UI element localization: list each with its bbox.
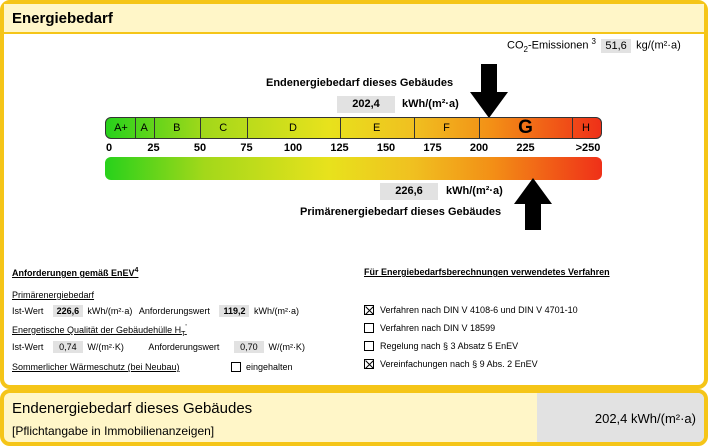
panel-title: Energiebedarf (12, 10, 113, 27)
energy-class-g: G (518, 117, 533, 138)
sommer-title: Sommerlicher Wärmeschutz (bei Neubau) (12, 362, 180, 372)
energy-class-b: B (173, 122, 181, 134)
class-separator (135, 118, 136, 138)
class-separator (479, 118, 480, 138)
co2-label-prefix: CO (507, 39, 524, 52)
energy-class-aplus: A+ (114, 122, 128, 134)
footer-panel (0, 389, 708, 446)
scale-tick: 125 (330, 142, 349, 154)
anforderungen-title-text: Anforderungen gemäß EnEV (12, 268, 135, 278)
huelle-anf-label: Anforderungswert (148, 342, 220, 352)
energy-class-d: D (289, 122, 297, 134)
co2-unit: kg/(m²·a) (636, 39, 681, 52)
co2-value: 51,6 (601, 39, 631, 53)
huelle-anf-unit: W/(m²·K) (268, 342, 305, 352)
primaer-section-title: Primärenergiebedarf (12, 290, 95, 300)
huelle-note: ' (185, 324, 187, 331)
class-separator (200, 118, 201, 138)
endenergie-unit: kWh/(m²·a) (402, 98, 459, 110)
class-separator (154, 118, 155, 138)
scale-tick: >250 (575, 142, 601, 154)
energy-class-scale (105, 117, 602, 139)
primaerenergie-arrow-icon (514, 178, 552, 230)
anforderungen-note: 4 (134, 267, 139, 274)
co2-label-suffix: -Emissionen (527, 39, 589, 52)
verfahren-label: Regelung nach § 3 Absatz 5 EnEV (380, 341, 519, 351)
class-separator (247, 118, 248, 138)
energy-class-h: H (581, 122, 590, 134)
huelle-ist-row (12, 341, 305, 353)
class-separator (340, 118, 341, 138)
verfahren-label: Verfahren nach DIN V 18599 (380, 323, 496, 333)
energy-gradient-bar (105, 157, 602, 180)
huelle-anf-value: 0,70 (234, 341, 264, 353)
scale-tick: 50 (193, 142, 207, 154)
verfahren-title: Für Energiebedarfsberechnungen verwendetes Verfahren (364, 267, 610, 277)
scale-tick: 0 (105, 142, 113, 154)
scale-tick: 100 (283, 142, 303, 154)
endenergie-value: 202,4 (337, 96, 395, 113)
huelle-ist-label: Ist-Wert (12, 342, 44, 352)
endenergie-arrow-icon (470, 64, 508, 118)
scale-tick: 150 (376, 142, 396, 154)
primaer-anf-value: 119,2 (219, 305, 249, 317)
primaer-anf-label: Anforderungswert (138, 306, 210, 316)
scale-tick: 225 (516, 142, 535, 154)
scale-tick: 200 (469, 142, 489, 154)
primaer-ist-label: Ist-Wert (12, 306, 44, 316)
scale-tick: 25 (147, 142, 160, 154)
anforderungen-title (12, 267, 138, 278)
co2-emissions (507, 37, 681, 54)
primaer-anf-unit: kWh/(m²·a) (253, 306, 299, 316)
primaerenergie-unit: kWh/(m²·a) (446, 185, 503, 197)
primaer-ist-value: 226,6 (53, 305, 83, 317)
class-separator (572, 118, 573, 138)
co2-label-sub: 2 (523, 44, 528, 54)
energy-class-e: E (373, 122, 381, 134)
primaerenergie-label: Primärenergiebedarf dieses Gebäudes (300, 206, 502, 218)
primaer-ist-unit: kWh/(m²·a) (87, 306, 133, 316)
primaer-ist-row (12, 305, 299, 317)
huelle-ist-unit: W/(m²·K) (87, 342, 124, 352)
energy-class-f: F (443, 122, 450, 134)
endenergie-label: Endenergiebedarf dieses Gebäudes (266, 77, 454, 89)
footer-subtitle: [Pflichtangabe in Immobilienanzeigen] (12, 424, 215, 438)
verfahren-checkbox[interactable] (364, 323, 374, 333)
scale-tick: 175 (423, 142, 442, 154)
class-separator (414, 118, 415, 138)
huelle-section-title (12, 324, 187, 338)
footer-title: Endenergiebedarf dieses Gebäudes (12, 400, 253, 417)
verfahren-checkbox[interactable] (364, 341, 374, 351)
verfahren-label: Vereinfachungen nach § 9 Abs. 2 EnEV (380, 359, 538, 369)
verfahren-checkbox[interactable] (364, 305, 374, 315)
energy-class-a: A (140, 122, 148, 134)
sommer-label: eingehalten (246, 362, 293, 372)
footer-value: 202,4 kWh/(m²·a) (594, 411, 696, 426)
verfahren-checkbox[interactable] (364, 359, 374, 369)
verfahren-label: Verfahren nach DIN V 4108-6 und DIN V 4701-10 (380, 305, 578, 315)
huelle-title-text: Energetische Qualität der Gebäudehülle H (12, 325, 182, 335)
panel-header (4, 4, 704, 34)
sommer-checkbox[interactable] (231, 362, 241, 372)
huelle-title-sub: T (181, 330, 186, 338)
co2-note: 3 (591, 37, 596, 46)
scale-tick: 75 (240, 142, 253, 154)
huelle-ist-value: 0,74 (53, 341, 83, 353)
primaerenergie-value: 226,6 (380, 183, 438, 200)
energy-class-c: C (219, 122, 228, 134)
